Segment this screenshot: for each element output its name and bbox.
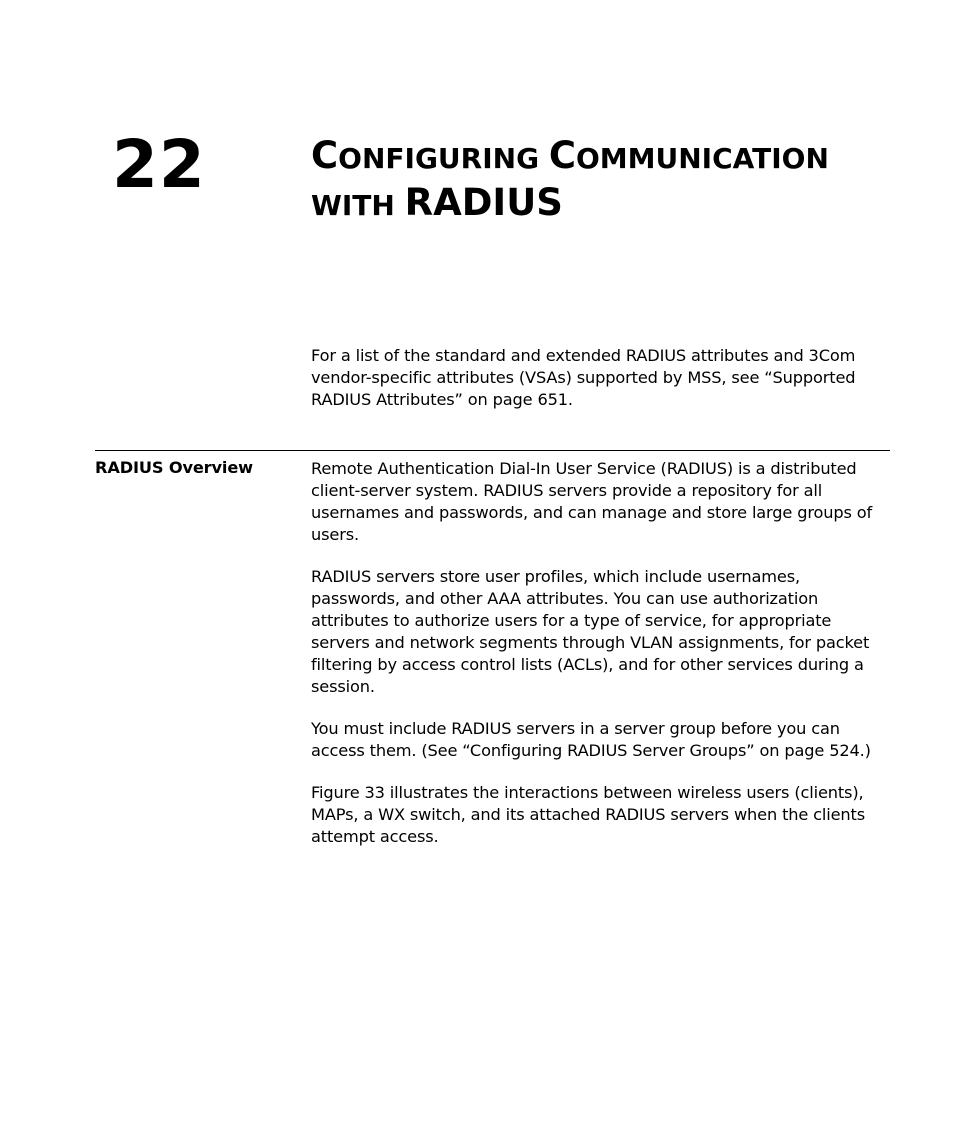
title-segment: RADIUS <box>404 181 563 224</box>
section-body <box>311 458 891 868</box>
intro-paragraph: For a list of the standard and extended RADIUS attributes and 3Com vendor-specific attributes (VSAs) supported by MSS, see “Supported RADIUS Attributes” on page 651. <box>311 346 856 409</box>
title-segment: C <box>311 134 339 177</box>
title-segment: WITH <box>311 189 405 222</box>
section-divider <box>95 450 890 451</box>
chapter-title-line-2 <box>311 181 911 228</box>
section-paragraph: Figure 33 illustrates the interactions between wireless users (clients), MAPs, a WX switch, and its attached RADIUS servers when the clients attempt access. <box>311 783 866 846</box>
title-segment: ONFIGURING <box>338 142 549 175</box>
chapter-number: 22 <box>112 126 206 203</box>
section-paragraph: You must include RADIUS servers in a server group before you can access them. (See “Configuring RADIUS Server Groups” on page 524.) <box>311 719 871 760</box>
section-heading: RADIUS Overview <box>95 458 253 477</box>
section-paragraph: RADIUS servers store user profiles, which include usernames, passwords, and other AAA attributes. You can use authorization attributes to authorize users for a type of service, for appropriate servers and network segments through VLAN assignments, for packet filtering by access control lists (ACLs), and for other services during a session. <box>311 567 870 696</box>
title-segment: OMMUNICATION <box>575 142 829 175</box>
section-paragraph: Remote Authentication Dial-In User Service (RADIUS) is a distributed client-server system. RADIUS servers provide a repository for all usernames and passwords, and can manage and store large groups of users. <box>311 459 873 544</box>
chapter-title <box>311 134 911 228</box>
title-segment: C <box>548 134 576 177</box>
chapter-title-line-1 <box>311 134 911 181</box>
